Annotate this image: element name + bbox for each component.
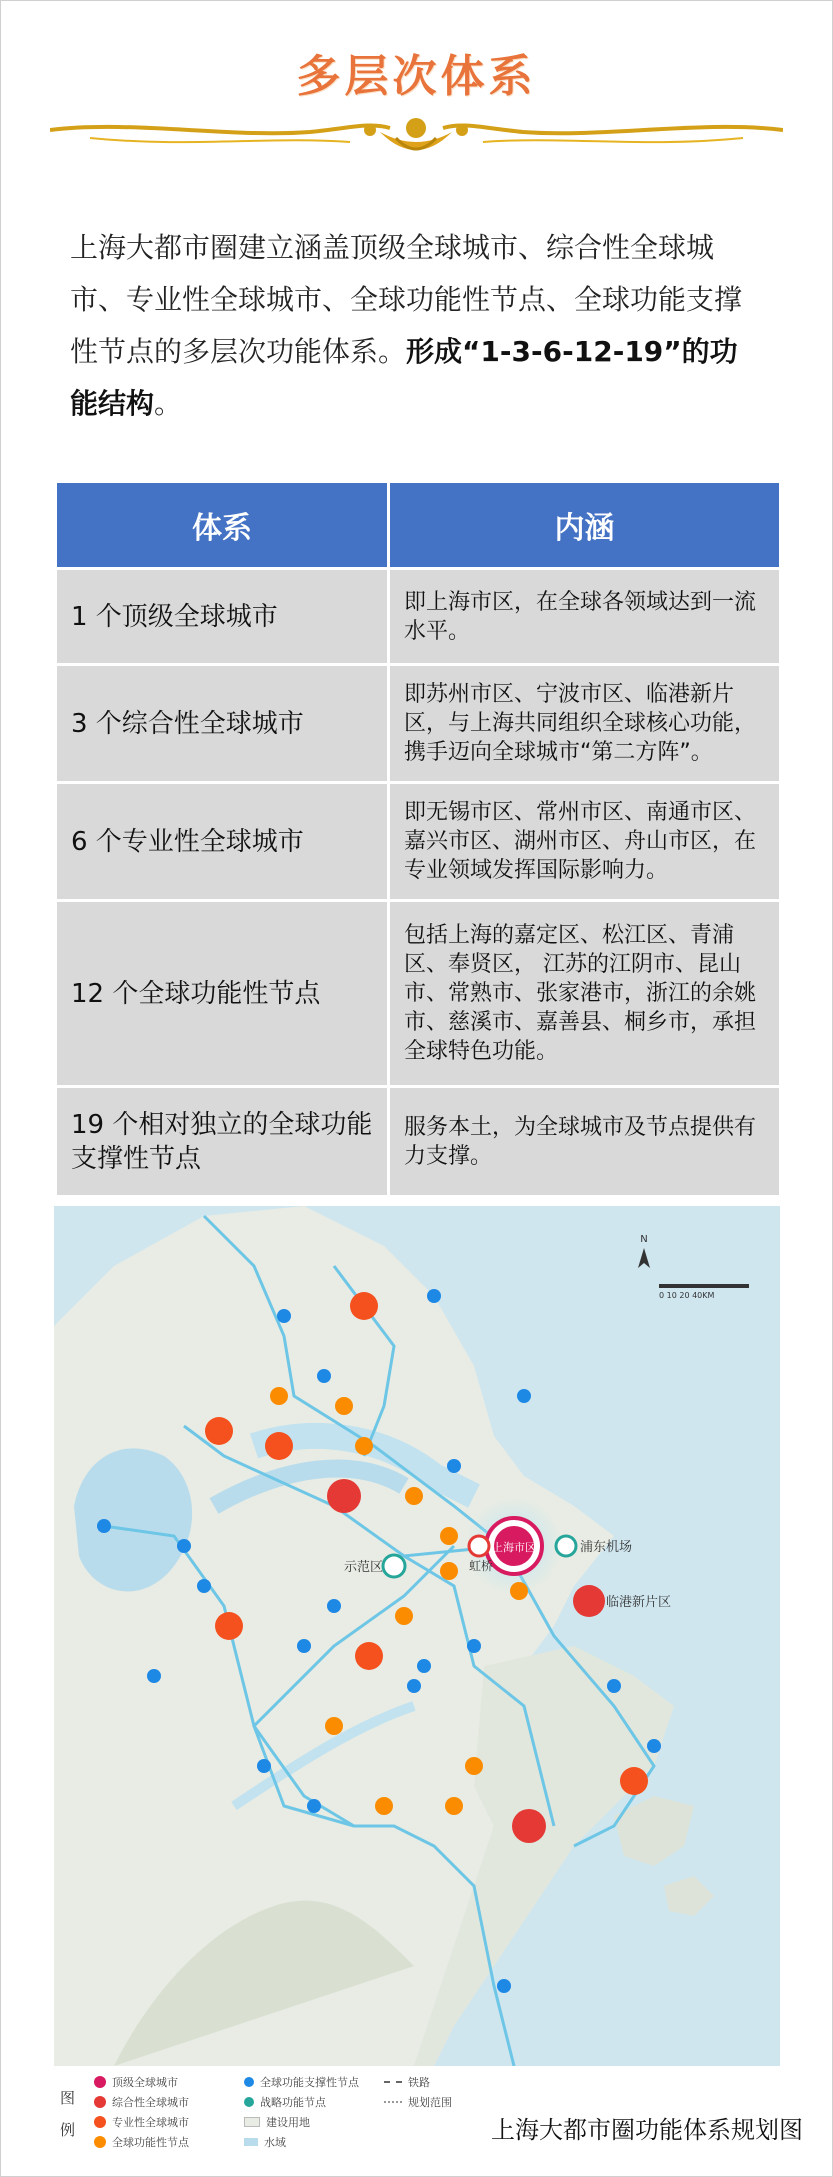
legend-item: 全球功能性节点 [94, 2134, 189, 2150]
system-cell: 3 个综合性全球城市 [56, 665, 389, 783]
intro-end: 。 [154, 387, 183, 420]
construction-land-icon [244, 2117, 260, 2127]
legend-title: 图例 [60, 2089, 76, 2139]
specialized-city-icon [94, 2116, 106, 2128]
legend-item: 综合性全球城市 [94, 2094, 189, 2110]
table-row [56, 665, 781, 783]
strategic-node-icon [244, 2097, 254, 2107]
comprehensive-city-icon [94, 2096, 106, 2108]
legend-item: 战略功能节点 [244, 2094, 326, 2110]
top-city-icon [94, 2076, 106, 2088]
north-label: N [640, 1234, 648, 1245]
legend-item: 铁路 [384, 2074, 430, 2090]
label-hongqiao: 虹桥 [469, 1559, 494, 1573]
label-demo: 示范区 [344, 1560, 384, 1575]
system-cell: 12 个全球功能性节点 [56, 901, 389, 1087]
city-node [205, 1417, 233, 1445]
table-row [56, 901, 781, 1087]
legend-item: 顶级全球城市 [94, 2074, 178, 2090]
city-node [327, 1479, 361, 1513]
page-title: 多层次体系 [296, 51, 537, 102]
table-header-row [56, 482, 781, 569]
content-cell: 包括上海的嘉定区、松江区、青浦区、奉贤区， 江苏的江阴市、昆山市、常熟市、张家港市，浙江的余姚市、慈溪市、嘉善县、桐乡市，承担全球特色功能。 [389, 901, 781, 1087]
planning-map [54, 1206, 780, 2066]
city-node [512, 1809, 546, 1843]
content-cell: 即无锡市区、常州市区、南通市区、嘉兴市区、湖州市区、舟山市区，在专业领域发挥国际影响力。 [389, 783, 781, 901]
table-row [56, 569, 781, 665]
city-node [215, 1612, 243, 1640]
boundary-icon [384, 2101, 402, 2103]
city-node [620, 1767, 648, 1795]
legend-item: 专业性全球城市 [94, 2114, 189, 2130]
header-system: 体系 [56, 482, 389, 569]
content-cell: 即苏州市区、宁波市区、临港新片区，与上海共同组织全球核心功能，携手迈向全球城市“第二方阵”。 [389, 665, 781, 783]
legend-item: 建设用地 [244, 2114, 310, 2130]
support-node-icon [244, 2077, 254, 2087]
city-node [265, 1432, 293, 1460]
legend-item: 水域 [244, 2134, 286, 2150]
functional-node-icon [94, 2136, 106, 2148]
label-lingang: 临港新片区 [606, 1595, 672, 1610]
water-icon [244, 2138, 258, 2146]
legend-item: 全球功能支撑性节点 [244, 2074, 359, 2090]
header-content: 内涵 [389, 482, 781, 569]
ornament-divider [50, 108, 783, 168]
city-node [350, 1292, 378, 1320]
system-cell: 6 个专业性全球城市 [56, 783, 389, 901]
system-cell: 19 个相对独立的全球功能支撑性节点 [56, 1087, 389, 1197]
city-node [355, 1642, 383, 1670]
map-caption: 上海大都市圈功能体系规划图 [491, 2116, 803, 2144]
intro-paragraph [70, 222, 760, 430]
rail-icon [384, 2081, 402, 2083]
system-cell: 1 个顶级全球城市 [56, 569, 389, 665]
intro-bold: 形成“1-3-6-12-19”的功能结构 [70, 335, 738, 420]
table-row [56, 1087, 781, 1197]
legend-item: 规划范围 [384, 2094, 452, 2110]
system-table [54, 480, 782, 1198]
table-row [56, 783, 781, 901]
intro-text: 上海大都市圈建立涵盖顶级全球城市、综合性全球城市、专业性全球城市、全球功能性节点、全球功能支撑性节点的多层次功能体系。 [70, 231, 743, 368]
scale-label: 0 10 20 40KM [659, 1291, 715, 1300]
content-cell: 即上海市区，在全球各领域达到一流水平。 [389, 569, 781, 665]
content-cell: 服务本土，为全球城市及节点提供有力支撑。 [389, 1087, 781, 1197]
label-shanghai: 上海市区 [492, 1541, 536, 1554]
label-pudong: 浦东机场 [580, 1540, 633, 1555]
